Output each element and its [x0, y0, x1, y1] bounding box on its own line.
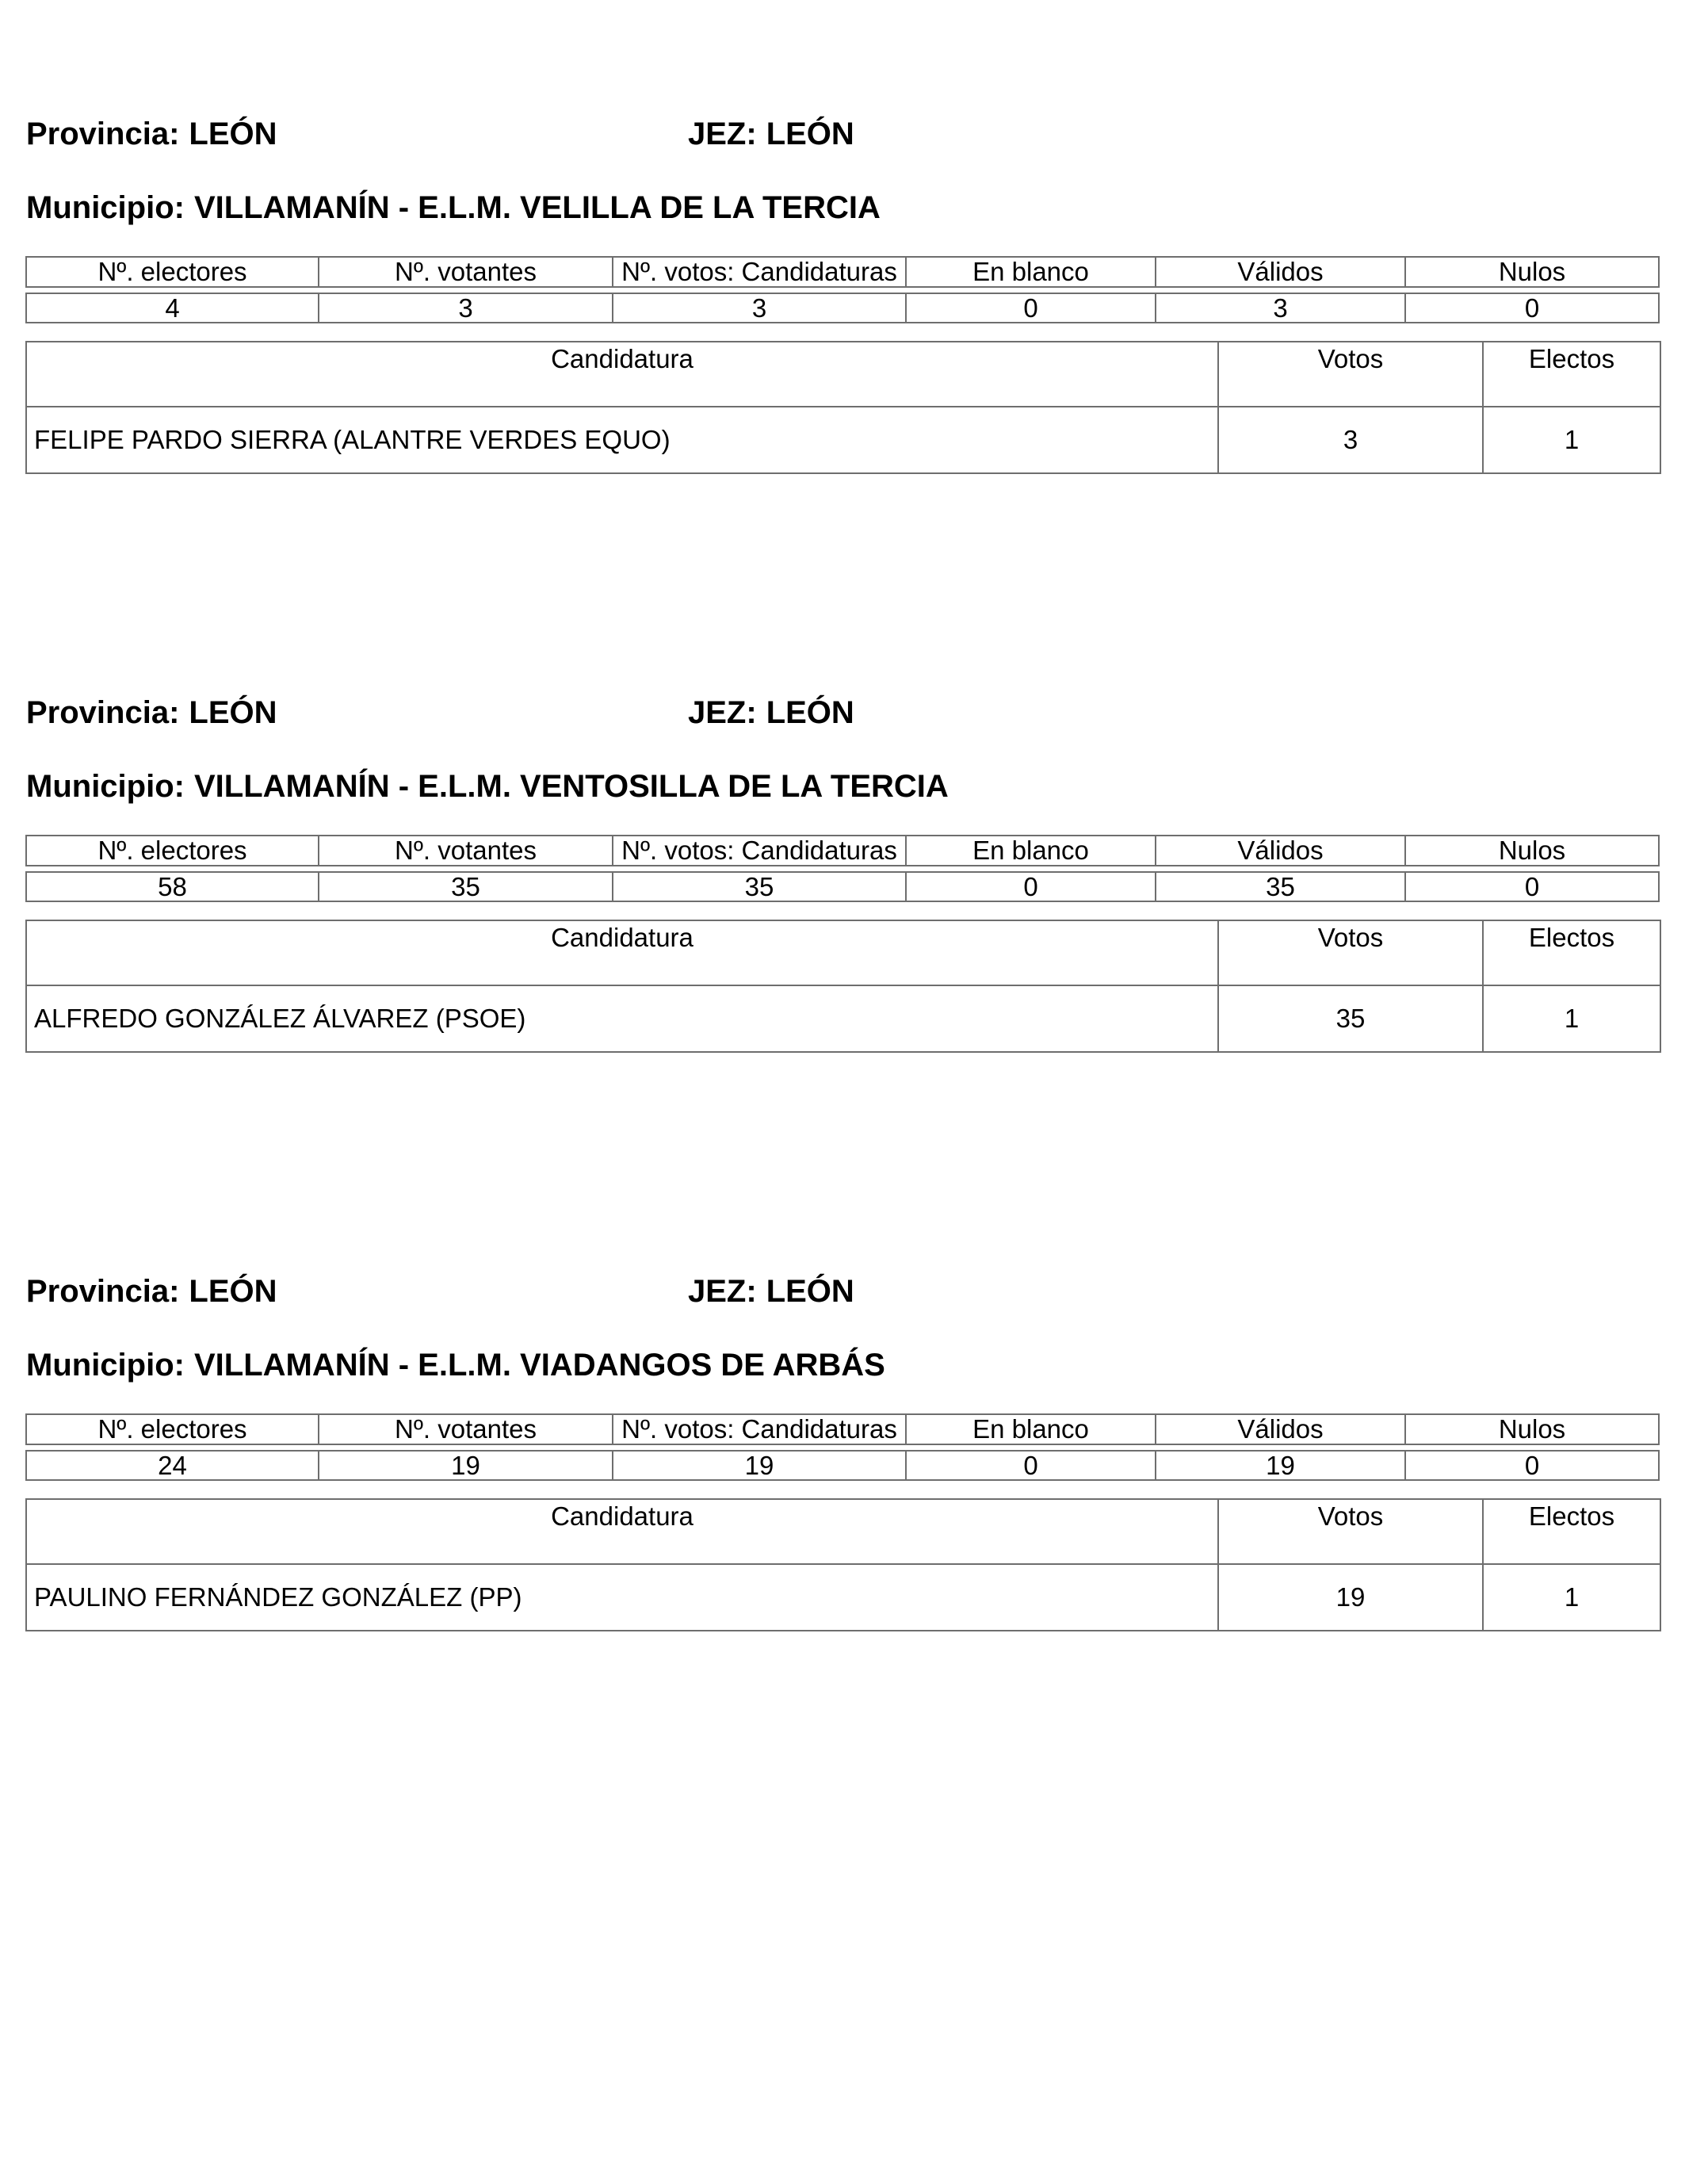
- stats-value-row: [25, 1450, 1660, 1481]
- candidate-name: ALFREDO GONZÁLEZ ÁLVAREZ (PSOE): [26, 985, 1218, 1052]
- municipio-value: VILLAMANÍN - E.L.M. VIADANGOS DE ARBÁS: [193, 1348, 885, 1383]
- candidate-name: FELIPE PARDO SIERRA (ALANTRE VERDES EQUO): [26, 407, 1218, 473]
- candidatura-header: Candidatura: [26, 920, 1218, 985]
- votos-header: Votos: [1218, 1499, 1483, 1564]
- candidate-electos: 1: [1483, 407, 1660, 473]
- stats-value-cell: 35: [612, 871, 905, 902]
- provincia-label: Provincia:: [26, 695, 180, 730]
- candidates-header-row: [26, 342, 1660, 407]
- stats-value-cell: 3: [318, 293, 612, 323]
- stats-header-cell: Válidos: [1155, 835, 1404, 866]
- stats-header-cell: Nulos: [1404, 256, 1660, 288]
- stats-header-cell: Válidos: [1155, 1413, 1404, 1445]
- stats-header-cell: Nº. votos: Candidaturas: [612, 256, 905, 288]
- candidate-electos: 1: [1483, 1564, 1660, 1631]
- stats-value-cell: 3: [612, 293, 905, 323]
- stats-header-row: [25, 256, 1660, 288]
- stats-value-cell: 35: [318, 871, 612, 902]
- municipio-label: Municipio:: [26, 1348, 185, 1383]
- candidates-header-row: [26, 1499, 1660, 1564]
- stats-value-cell: 0: [905, 871, 1155, 902]
- stats-table: [25, 256, 1660, 323]
- municipio-label: Municipio:: [26, 190, 185, 225]
- stats-header-cell: Nº. votantes: [318, 1413, 612, 1445]
- candidate-votos: 3: [1218, 407, 1483, 473]
- stats-header-row: [25, 835, 1660, 866]
- stats-header-cell: En blanco: [905, 835, 1155, 866]
- stats-value-cell: 0: [1404, 1450, 1660, 1481]
- stats-value-cell: 0: [1404, 871, 1660, 902]
- stats-value-cell: 0: [905, 1450, 1155, 1481]
- stats-table: [25, 835, 1660, 902]
- electos-header: Electos: [1483, 1499, 1660, 1564]
- jez-line: [688, 694, 854, 732]
- stats-header-cell: Nº. votantes: [318, 256, 612, 288]
- stats-header-cell: Nº. votos: Candidaturas: [612, 1413, 905, 1445]
- stats-value-cell: 19: [1155, 1450, 1404, 1481]
- electos-header: Electos: [1483, 342, 1660, 407]
- candidatura-header: Candidatura: [26, 1499, 1218, 1564]
- stats-value-cell: 3: [1155, 293, 1404, 323]
- jez-value: LEÓN: [766, 117, 854, 151]
- votos-header: Votos: [1218, 920, 1483, 985]
- stats-header-cell: Nº. electores: [25, 835, 318, 866]
- municipio-value: VILLAMANÍN - E.L.M. VENTOSILLA DE LA TERCIA: [193, 769, 949, 804]
- stats-header-cell: Nº. electores: [25, 1413, 318, 1445]
- stats-header-cell: Nº. votantes: [318, 835, 612, 866]
- provincia-line: [26, 115, 277, 153]
- stats-value-cell: 0: [905, 293, 1155, 323]
- jez-label: JEZ:: [688, 117, 757, 151]
- jez-line: [688, 115, 854, 153]
- candidate-electos: 1: [1483, 985, 1660, 1052]
- municipio-label: Municipio:: [26, 769, 185, 804]
- stats-value-cell: 35: [1155, 871, 1404, 902]
- electos-header: Electos: [1483, 920, 1660, 985]
- stats-value-cell: 4: [25, 293, 318, 323]
- stats-table: [25, 1413, 1660, 1481]
- stats-header-cell: En blanco: [905, 1413, 1155, 1445]
- provincia-line: [26, 694, 277, 732]
- candidate-row: [26, 1564, 1660, 1631]
- stats-value-cell: 58: [25, 871, 318, 902]
- stats-value-row: [25, 293, 1660, 323]
- jez-value: LEÓN: [766, 695, 854, 730]
- candidates-table: [25, 920, 1661, 1053]
- stats-header-cell: Nulos: [1404, 835, 1660, 866]
- candidate-name: PAULINO FERNÁNDEZ GONZÁLEZ (PP): [26, 1564, 1218, 1631]
- stats-value-cell: 19: [318, 1450, 612, 1481]
- stats-header-cell: Nº. electores: [25, 256, 318, 288]
- municipio-line: [26, 189, 881, 227]
- jez-value: LEÓN: [766, 1274, 854, 1309]
- candidates-table: [25, 1498, 1661, 1631]
- stats-header-cell: Válidos: [1155, 256, 1404, 288]
- candidate-row: [26, 407, 1660, 473]
- jez-line: [688, 1272, 854, 1310]
- stats-header-cell: Nº. votos: Candidaturas: [612, 835, 905, 866]
- stats-value-cell: 0: [1404, 293, 1660, 323]
- candidates-table: [25, 341, 1661, 474]
- candidatura-header: Candidatura: [26, 342, 1218, 407]
- municipio-value: VILLAMANÍN - E.L.M. VELILLA DE LA TERCIA: [193, 190, 881, 225]
- provincia-label: Provincia:: [26, 1274, 180, 1309]
- candidates-header-row: [26, 920, 1660, 985]
- candidate-row: [26, 985, 1660, 1052]
- provincia-value: LEÓN: [189, 1274, 277, 1309]
- stats-value-row: [25, 871, 1660, 902]
- stats-header-cell: Nulos: [1404, 1413, 1660, 1445]
- jez-label: JEZ:: [688, 1274, 757, 1309]
- stats-header-row: [25, 1413, 1660, 1445]
- provincia-label: Provincia:: [26, 117, 180, 151]
- municipio-line: [26, 767, 949, 805]
- stats-value-cell: 24: [25, 1450, 318, 1481]
- stats-value-cell: 19: [612, 1450, 905, 1481]
- provincia-value: LEÓN: [189, 695, 277, 730]
- stats-header-cell: En blanco: [905, 256, 1155, 288]
- municipio-line: [26, 1346, 885, 1384]
- candidate-votos: 35: [1218, 985, 1483, 1052]
- provincia-line: [26, 1272, 277, 1310]
- votos-header: Votos: [1218, 342, 1483, 407]
- jez-label: JEZ:: [688, 695, 757, 730]
- provincia-value: LEÓN: [189, 117, 277, 151]
- candidate-votos: 19: [1218, 1564, 1483, 1631]
